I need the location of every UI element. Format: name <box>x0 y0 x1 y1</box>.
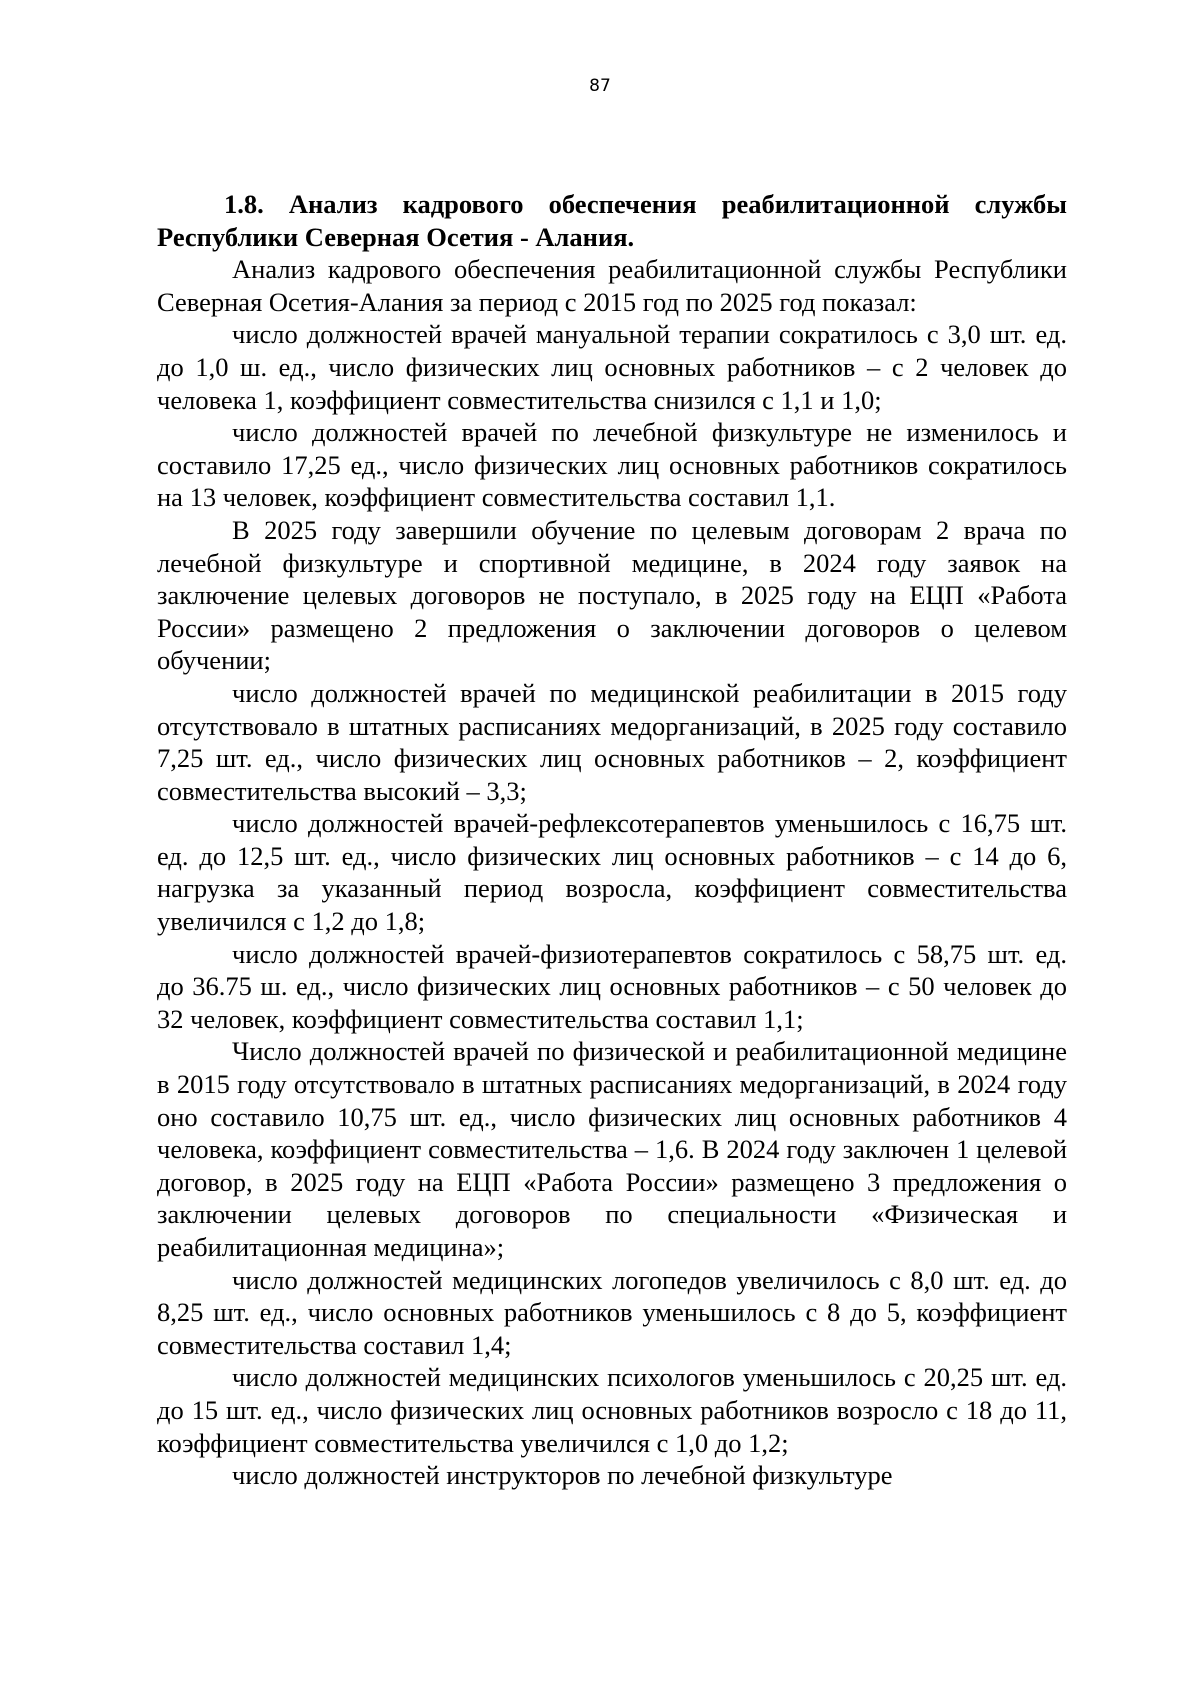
paragraph-manual-therapy: число должностей врачей мануальной терапии сократилось с 3,0 шт. ед. до 1,0 ш. ед., число физических лиц основных работников – с 2 человек до человека 1, коэффициент совместительства снизился с 1,1 и 1,0; <box>157 319 1067 415</box>
paragraph-instructors: число должностей инструкторов по лечебной физкультуре <box>232 1460 893 1491</box>
paragraph-speech-therapists: число должностей медицинских логопедов увеличилось с 8,0 шт. ед. до 8,25 шт. ед., число основных работников уменьшилось с 8 до 5, коэффициент совместительства составил 1,4; <box>157 1264 1067 1360</box>
paragraph-psychologists: число должностей медицинских психологов уменьшилось с 20,25 шт. ед. до 15 шт. ед., число физических лиц основных работников возросло с 18 до 11, коэффициент совместительства увеличился с 1,0 до 1,2; <box>157 1362 1067 1458</box>
paragraph-medical-rehabilitation: число должностей врачей по медицинской реабилитации в 2015 году отсутствовало в штатных расписаниях медорганизаций, в 2025 году составило 7,25 шт. ед., число физических лиц основных работников – 2, коэффициент совместительства высокий – 3,3; <box>157 677 1067 806</box>
section-heading: 1.8. Анализ кадрового обеспечения реабилитационной службы Республики Северная Осетия - Алания. <box>157 189 1067 252</box>
page-number: 87 <box>589 76 611 96</box>
paragraph-rehabilitation-medicine: Число должностей врачей по физической и реабилитационной медицине в 2015 году отсутствовало в штатных расписаниях медорганизаций, в 2024 году оно составило 10,75 шт. ед., число физических лиц основных работников 4 человека, коэффициент совместительства – 1,6. В 2024 году заключен 1 целевой договор, в 2025 году на ЕЦП «Работа России» размещено 3 предложения о заключении целевых договоров по специальности «Физическая и реабилитационная медицина»; <box>157 1036 1067 1262</box>
document-body <box>157 188 1067 1492</box>
paragraph-physiotherapy: число должностей врачей-физиотерапевтов сократилось с 58,75 шт. ед. до 36.75 ш. ед., число физических лиц основных работников – с 50 человек до 32 человек, коэффициент совместительства составил 1,1; <box>157 938 1067 1034</box>
paragraph-intro: Анализ кадрового обеспечения реабилитационной службы Республики Северная Осетия-Алания за период с 2015 год по 2025 год показал: <box>157 254 1067 317</box>
paragraph-physical-therapy: число должностей врачей по лечебной физкультуре не изменилось и составило 17,25 ед., число физических лиц основных работников сократилось на 13 человек, коэффициент совместительства составил 1,1. <box>157 417 1067 513</box>
paragraph-reflexotherapy: число должностей врачей-рефлексотерапевтов уменьшилось с 16,75 шт. ед. до 12,5 шт. ед., число физических лиц основных работников – с 14 до 6, нагрузка за указанный период возросла, коэффициент совместительства увеличился с 1,2 до 1,8; <box>157 808 1067 937</box>
paragraph-target-training: В 2025 году завершили обучение по целевым договорам 2 врача по лечебной физкультуре и спортивной медицине, в 2024 году заявок на заключение целевых договоров не поступало, в 2025 году на ЕЦП «Работа России» размещено 2 предложения о заключении договоров о целевом обучении; <box>157 514 1067 676</box>
